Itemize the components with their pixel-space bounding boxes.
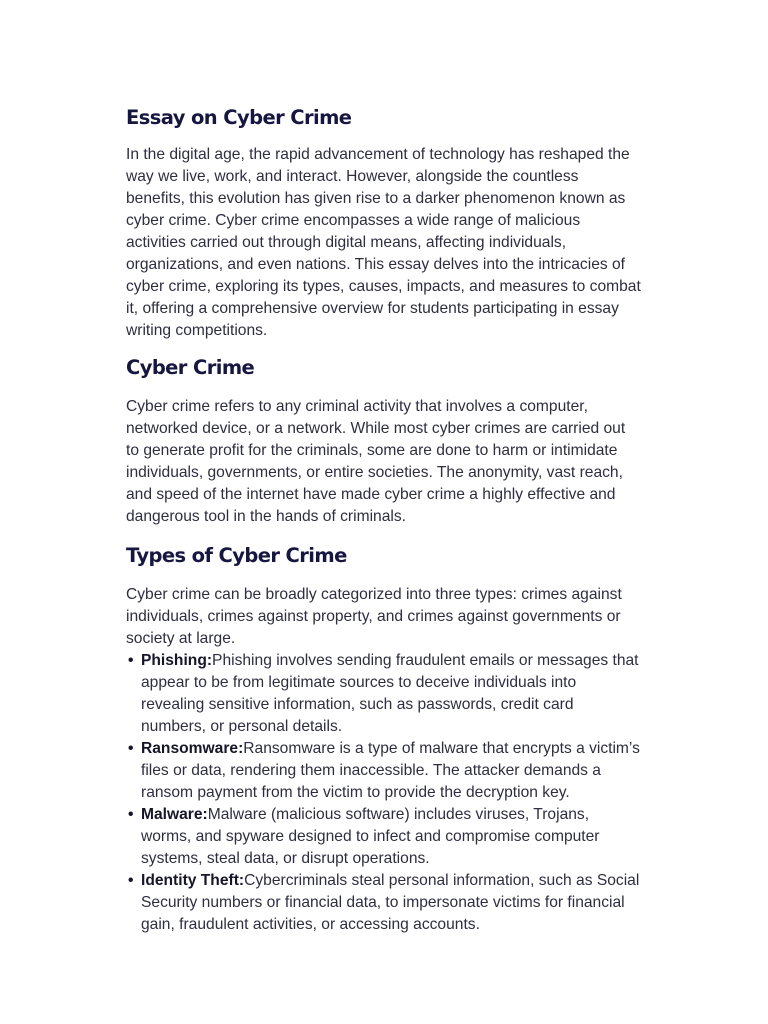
intro-paragraph: In the digital age, the rapid advancement of technology has reshaped the way we live, work, and interact. However, alongside the countless benefits, this evolution has given rise to a darker phenomenon known as cyber crime. Cyber crime encompasses a wide range of malicious activities carried out through digital means, affecting individuals, organizations, and even nations. This essay delves into the intricacies of cyber crime, exploring its types, causes, impacts, and measures to combat it, offering a comprehensive overview for students participating in essay writing competitions. [126,146,641,339]
bullet-icon: • [128,872,134,889]
types-list [126,650,641,936]
section-heading-types: Types of Cyber Crime [126,544,347,567]
list-item-term: Malware: [141,806,208,823]
list-item-malware [126,804,641,870]
list-item-identity-theft [126,870,641,936]
cyber-crime-paragraph: Cyber crime refers to any criminal activity that involves a computer, networked device, or a network. While most cyber crimes are carried out to generate profit for the criminals, some are done to harm or intimidate individuals, governments, or entire societies. The anonymity, vast reach, and speed of the internet have made cyber crime a highly effective and dangerous tool in the hands of criminals. [126,398,626,525]
document-title: Essay on Cyber Crime [126,106,352,129]
list-item-term: Phishing: [141,652,213,669]
list-item-term: Identity Theft: [141,872,245,889]
types-intro-paragraph: Cyber crime can be broadly categorized into three types: crimes against individuals, crimes against property, and crimes against governments or society at large. [126,586,622,647]
list-item-term: Ransomware: [141,740,244,757]
bullet-icon: • [128,740,134,757]
list-item-text: Malware (malicious software) includes viruses, Trojans, worms, and spyware designed to infect and compromise computer systems, steal data, or disrupt operations. [141,806,600,867]
list-item-ransomware [126,738,641,804]
list-item-text: Phishing involves sending fraudulent emails or messages that appear to be from legitimate sources to deceive individuals into revealing sensitive information, such as passwords, credit card numbers, or personal details. [141,652,639,735]
bullet-icon: • [128,806,134,823]
list-item-text: Cybercriminals steal personal information, such as Social Security numbers or financial data, to impersonate victims for financial gain, fraudulent activities, or accessing accounts. [141,872,640,933]
section-heading-cyber-crime: Cyber Crime [126,356,255,379]
document-page [126,104,641,936]
bullet-icon: • [128,652,134,669]
list-item-phishing [126,650,641,738]
list-item-text: Ransomware is a type of malware that encrypts a victim’s files or data, rendering them inaccessible. The attacker demands a ransom payment from the victim to provide the decryption key. [141,740,640,801]
